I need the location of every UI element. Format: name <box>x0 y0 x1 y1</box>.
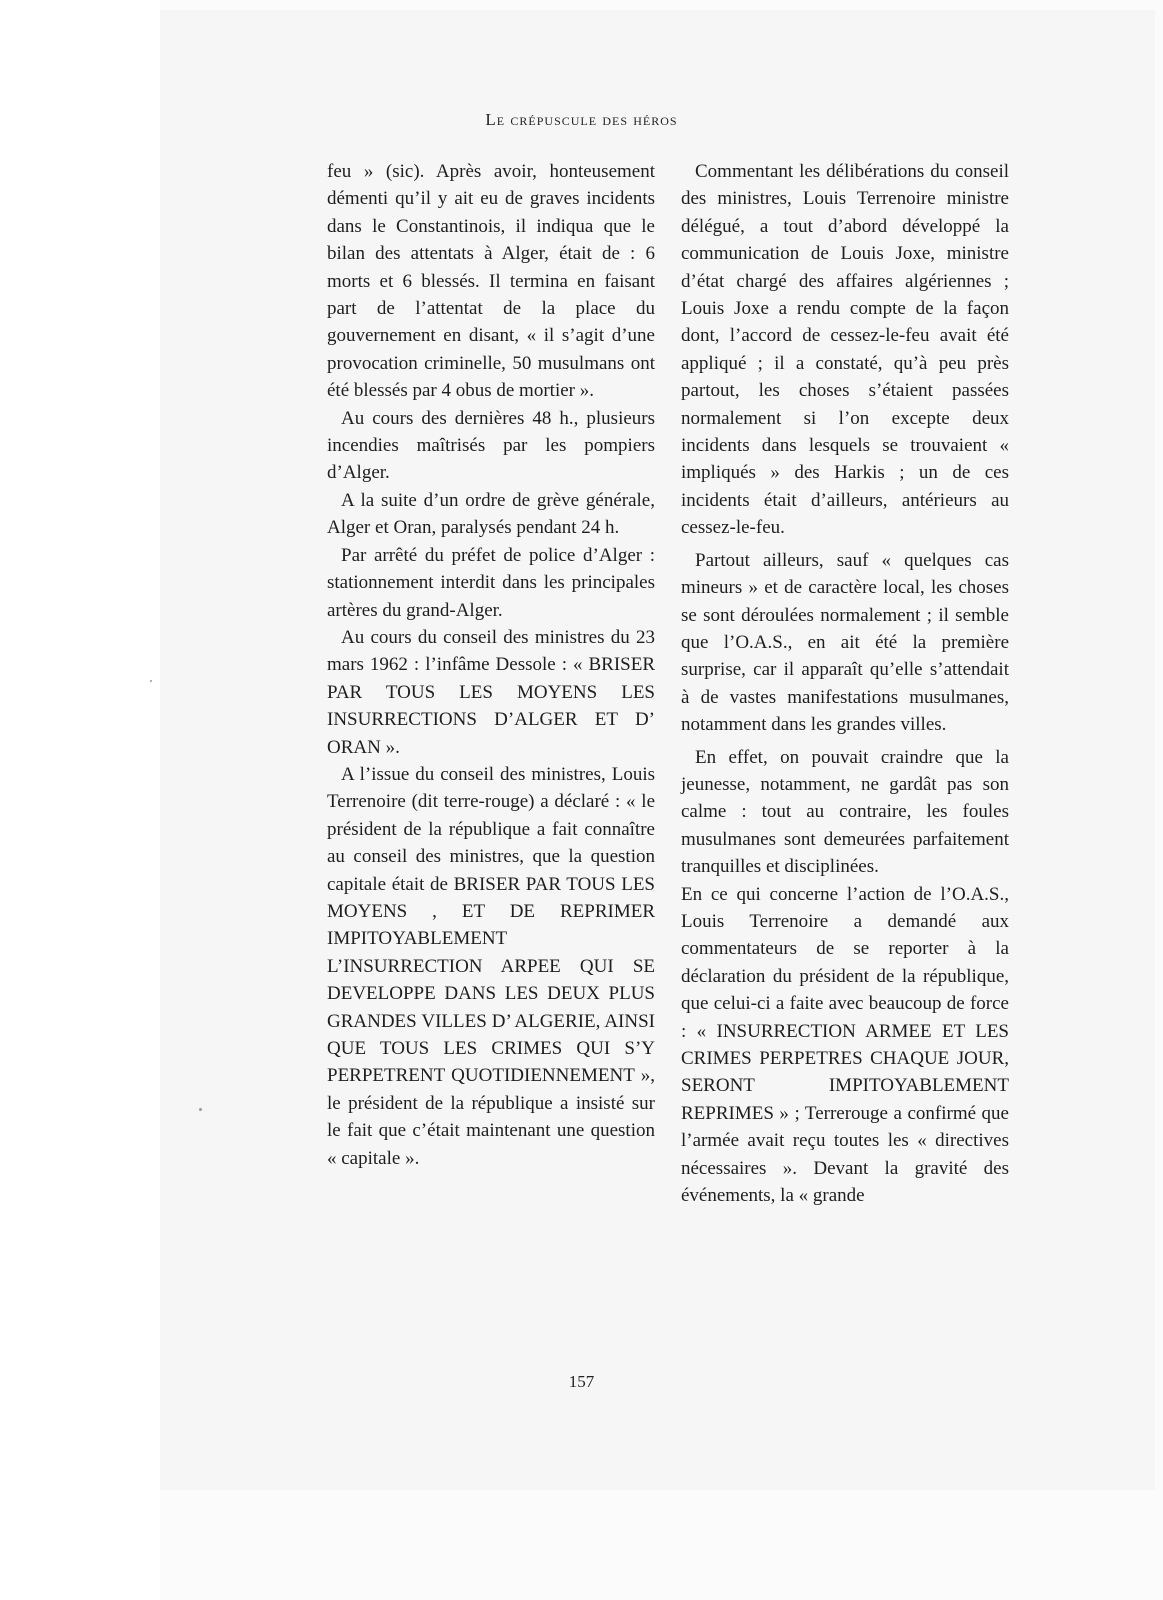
paragraph: Commentant les délibérations du conseil des ministres, Louis Terrenoire ministre délégué, a tout d’abord développé la communication de Louis Joxe, ministre d’état chargé des affaires algériennes ; Louis Joxe a rendu compte de la façon dont, l’accord de cessez-le-feu avait été appliqué ; il a constaté, qu’à peu près partout, les choses s’étaient passées normalement si l’on excepte deux incidents dans lesquels se trouvaient « impliqués » des Harkis ; un de ces incidents était d’ailleurs, antérieurs au cessez-le-feu. <box>681 161 1009 539</box>
paragraph: Par arrêté du préfet de police d’Alger : stationnement interdit dans les principales artères du grand-Alger. <box>327 544 655 621</box>
paragraph: Au cours des dernières 48 h., plusieurs incendies maîtrisés par les pompiers d’Alger. <box>327 407 655 484</box>
paragraph: En ce qui concerne l’action de l’O.A.S., Louis Terrenoire a demandé aux commentateurs de se reporter à la déclaration du président de la république, que celui-ci a faite avec beaucoup de force : « INSURRECTION ARMEE ET LES CRIMES PERPETRES CHAQUE JOUR, SERONT IMPITOYABLEMENT REPRIMES » ; Terrerouge a confirmé que l’armée avait reçu toutes les « directives nécessaires ». Devant la gravité des événements, la « grande <box>681 883 1009 1207</box>
paragraph: A l’issue du conseil des ministres, Louis Terrenoire (dit terre-rouge) a déclaré : « le président de la république a fait connaître au conseil des ministres, que la question capitale était de BRISER PAR TOUS LES MOYENS , ET DE REPRIMER IMPITOYABLEMENT L’INSURRECTION ARPEE QUI SE DEVELOPPE DANS LES DEUX PLUS GRANDES VILLES D’ ALGERIE, AINSI QUE TOUS LES CRIMES QUI S’Y PERPETRENT QUOTIDIENNEMENT », le président de la république a insisté sur le fait que c’était maintenant une question « capitale ». <box>327 763 655 1169</box>
paragraph: A la suite d’un ordre de grève générale, Alger et Oran, paralysés pendant 24 h. <box>327 489 655 539</box>
left-column <box>327 158 655 1172</box>
right-column <box>681 158 1009 1209</box>
paragraph: Partout ailleurs, sauf « quelques cas mineurs » et de caractère local, les choses se sont déroulées normalement ; il semble que l’O.A.S., en ait été la première surprise, car il apparaît qu’elle s’attendait à de vastes manifestations musulmanes, notamment dans les grandes villes. <box>681 549 1009 736</box>
scan-margin <box>0 0 160 1600</box>
scan-speck <box>199 1108 202 1111</box>
paragraph: Au cours du conseil des ministres du 23 mars 1962 : l’infâme Dessole : « BRISER PAR TOUS LES MOYENS LES INSURRECTIONS D’ALGER ET D’ ORAN ». <box>327 626 655 758</box>
paragraph: En effet, on pouvait craindre que la jeunesse, notamment, ne gardât pas son calme : tout au contraire, les foules musulmanes sont demeurées parfaitement tranquilles et disciplinées. <box>681 746 1009 878</box>
page-number: 157 <box>568 1372 595 1391</box>
scan-speck <box>150 680 152 682</box>
running-title: Le crépuscule des héros <box>485 110 678 129</box>
paragraph: feu » (sic). Après avoir, honteusement démenti qu’il y ait eu de graves incidents dans le Constantinois, il indiqua que le bilan des attentats à Alger, était de : 6 morts et 6 blessés. Il termina en faisant part de l’attentat de la place du gouvernement en disant, « il s’agit d’une provocation criminelle, 50 musulmans ont été blessés par 4 obus de mortier ». <box>327 161 655 402</box>
